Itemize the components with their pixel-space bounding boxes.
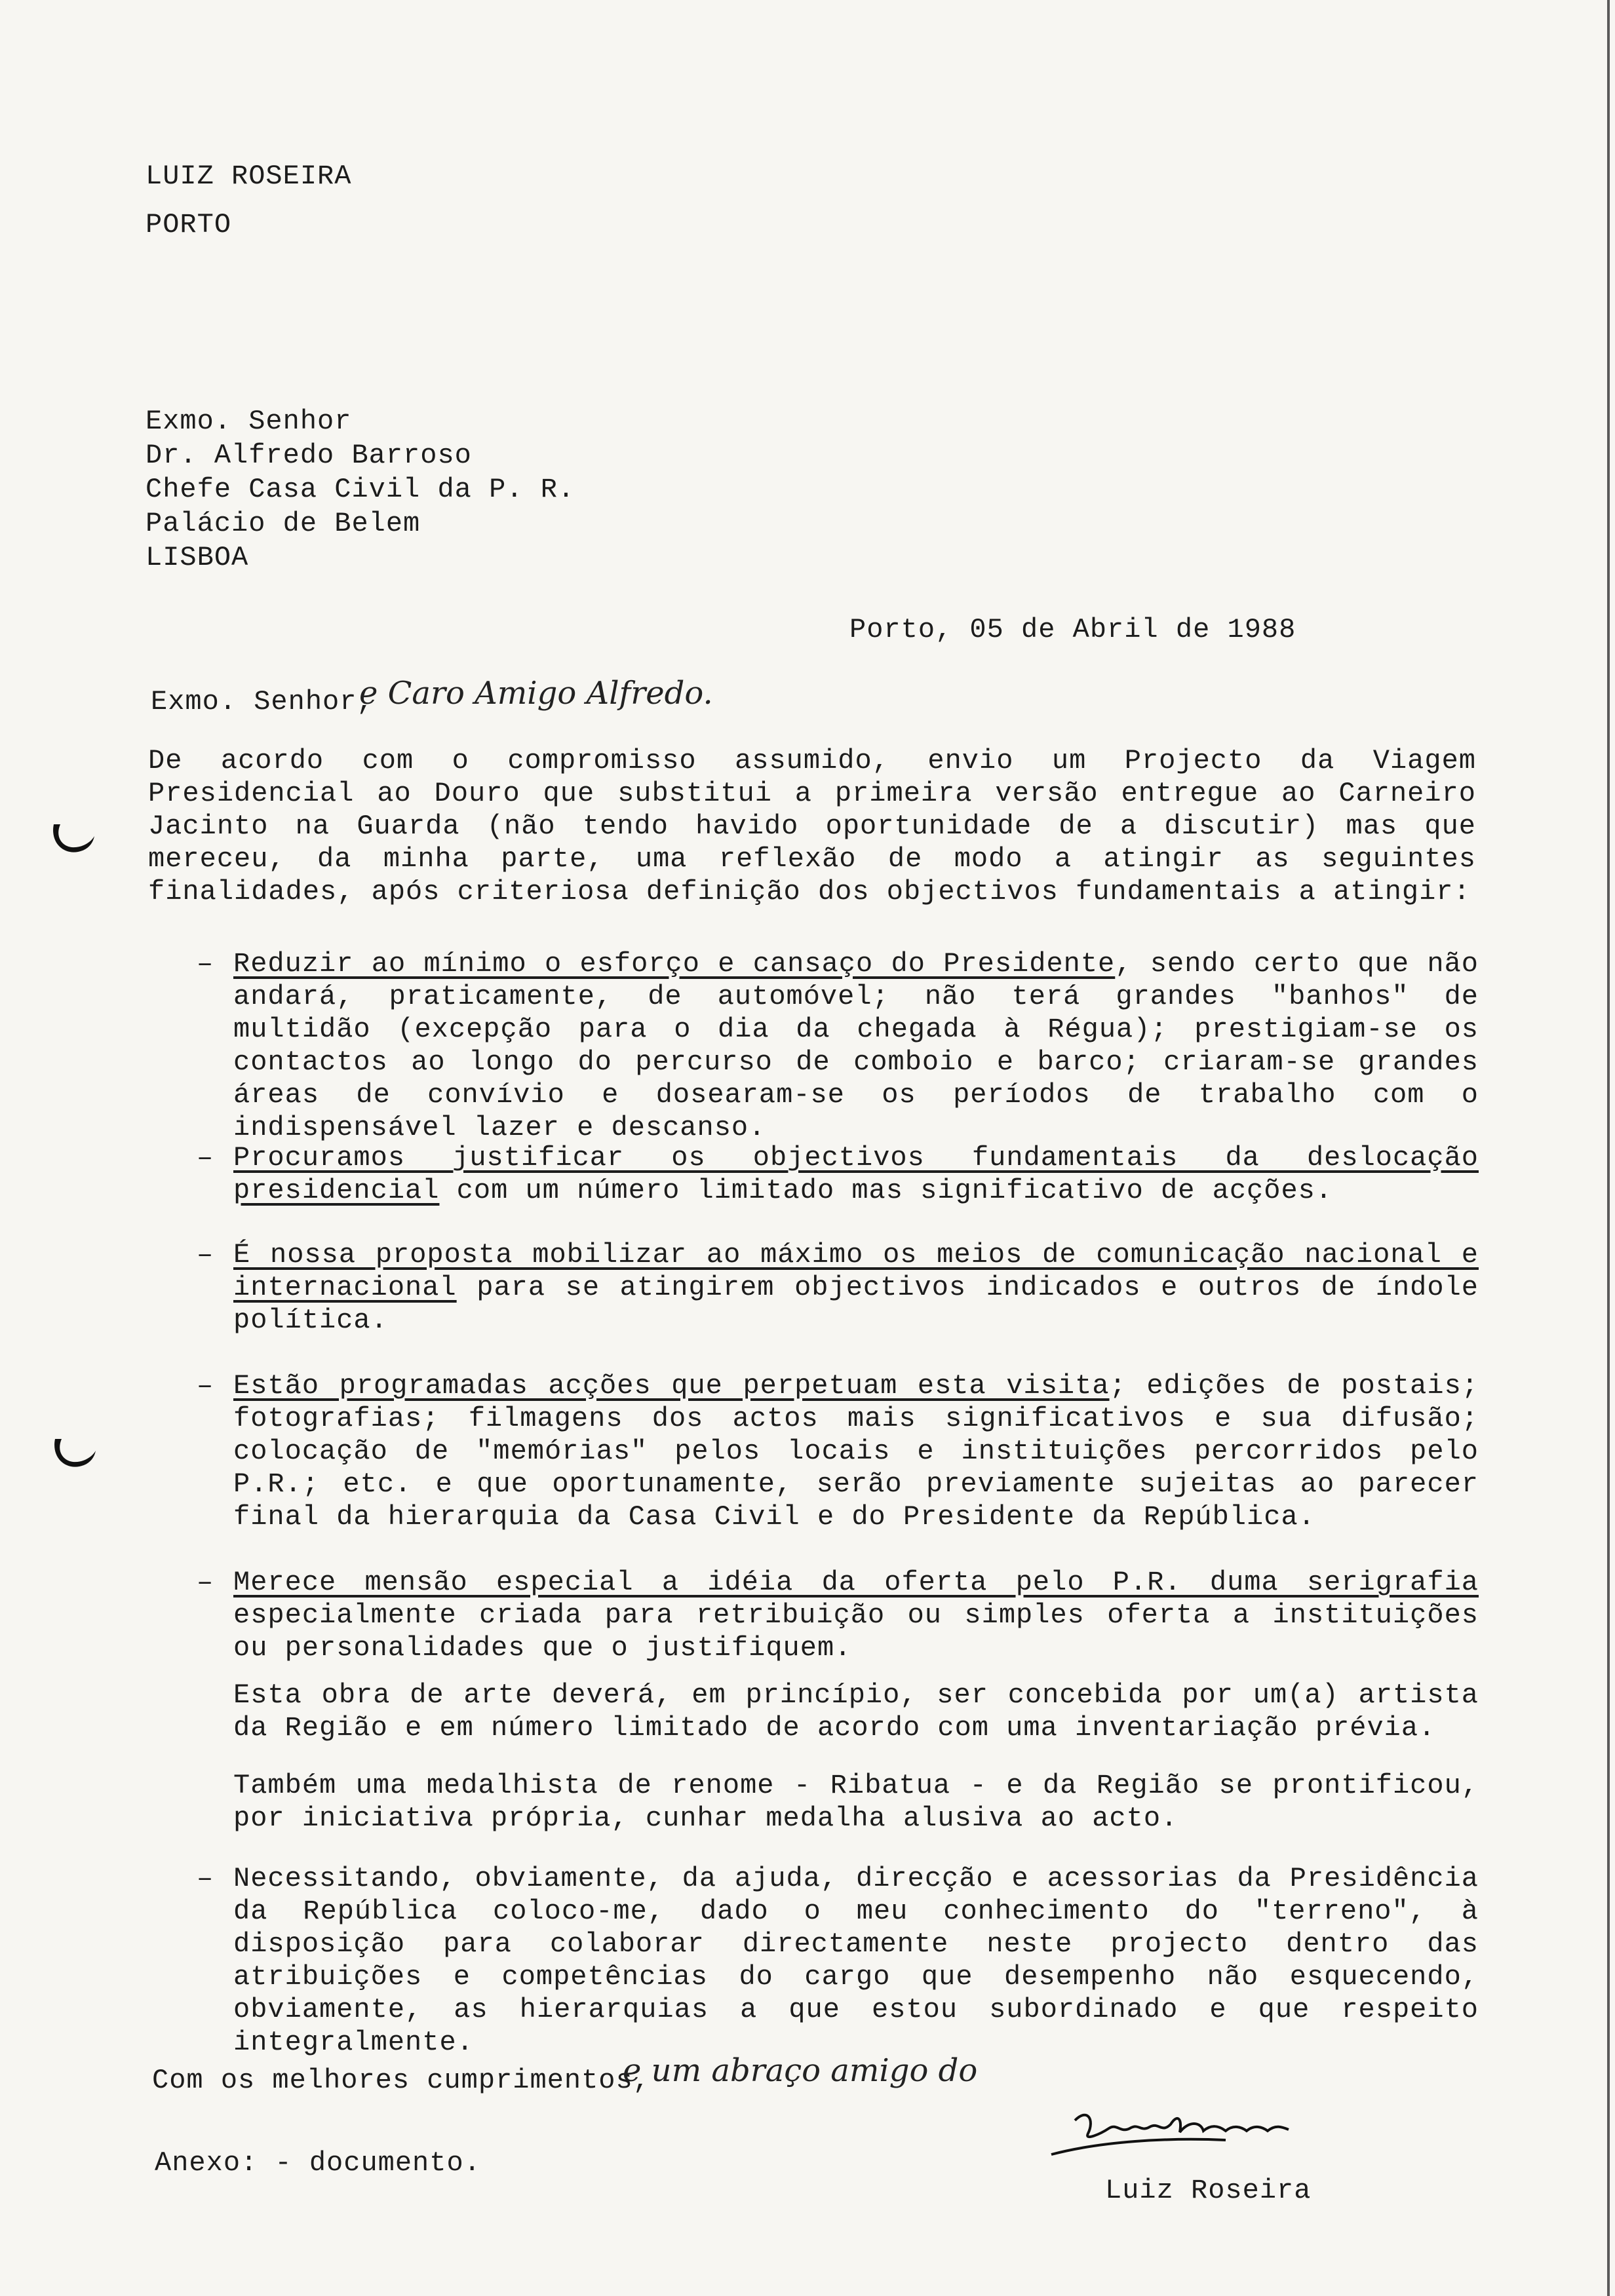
salutation: Exmo. Senhor, — [151, 686, 374, 718]
recipient-line: Exmo. Senhor — [146, 406, 352, 437]
list-item — [233, 1369, 1479, 1533]
item-lead: Estão programadas acções que perpetuam esta visita — [233, 1370, 1110, 1402]
bullet-dash: – — [197, 1370, 214, 1402]
sub-paragraph: Esta obra de arte deverá, em princípio, ser concebida por um(a) artista da Região e em número limitado de acordo com uma inventariação prévia. — [233, 1679, 1479, 1744]
scan-edge-line — [1607, 0, 1610, 2296]
closing-handwritten: e um abraço amigo do — [623, 2052, 978, 2089]
handwritten-signature — [1049, 2094, 1324, 2166]
item-text: com um número limitado mas significativo de acções. — [439, 1175, 1333, 1206]
item-lead: Reduzir ao mínimo o esforço e cansaço do Presidente — [233, 948, 1116, 980]
signature-name: Luiz Roseira — [1105, 2175, 1312, 2206]
list-item — [233, 1238, 1479, 1337]
bullet-dash: – — [197, 948, 214, 980]
item-lead: Procuramos justificar os objectivos fundamentais da deslocação presidencial — [233, 1142, 1479, 1206]
item-lead: Merece mensão especial a idéia da oferta pelo P.R. duma serigrafia — [233, 1567, 1479, 1598]
sender-name: LUIZ ROSEIRA — [146, 161, 352, 192]
recipient-line: Dr. Alfredo Barroso — [146, 440, 472, 471]
list-item — [233, 947, 1479, 1144]
bullet-dash: – — [197, 1239, 214, 1271]
salutation-handwritten: e Caro Amigo Alfredo. — [359, 675, 713, 712]
list-item — [233, 1566, 1479, 1664]
list-item: Necessitando, obviamente, da ajuda, direcção e acessorias da Presidência da República coloco-me, dado o meu conhecimento do "terreno", à disposição para colaborar directamente neste projecto dentro das atribuições e competências do cargo que desempenho não esquecendo, obviamente, as hierarquias a que estou subordinado e que respeito integralmente. — [233, 1863, 1479, 2058]
attachment-note: Anexo: - documento. — [155, 2147, 481, 2179]
closing: Com os melhores cumprimentos, — [152, 2065, 650, 2096]
bullet-dash: – — [197, 1567, 214, 1598]
item-text: ; edições de postais; fotografias; filmagens dos actos mais significativos e sua difusão; colocação de "memórias" pelos locais e instituições percorridos pelo P.R.; etc. e que oportunamente, serão previamente sujeitas ao parecer final da hierarquia da Casa Civil e do Presidente da República. — [233, 1370, 1479, 1533]
letter-date: Porto, 05 de Abril de 1988 — [849, 614, 1296, 645]
sub-paragraph: Também uma medalhista de renome - Ribatua - e da Região se prontificou, por iniciativa própria, cunhar medalha alusiva ao acto. — [233, 1770, 1479, 1834]
recipient-line: LISBOA — [146, 542, 249, 573]
item-text: especialmente criada para retribuição ou simples oferta a instituições ou personalidades que o justifiquem. — [233, 1599, 1479, 1664]
intro-paragraph: De acordo com o compromisso assumido, envio um Projecto da Viagem Presidencial ao Douro que substitui a primeira versão entregue ao Carneiro Jacinto na Guarda (não tendo havido oportunidade de a discutir) mas que mereceu, da minha parte, uma reflexão de modo a atingir as seguintes finalidades, após criteriosa definição dos objectivos fundamentais a atingir: — [148, 745, 1476, 908]
bullet-dash: – — [197, 1142, 214, 1174]
item-text: para se atingirem objectivos indicados e outros de índole política. — [233, 1272, 1479, 1336]
bullet-dash: – — [197, 1863, 214, 1894]
punch-hole-mark — [47, 1427, 100, 1480]
item-lead: É nossa proposta mobilizar ao máximo os meios de comunicação nacional e internacional — [233, 1239, 1479, 1303]
recipient-line: Palácio de Belem — [146, 508, 421, 539]
list-item — [233, 1141, 1479, 1207]
punch-hole-mark — [46, 813, 98, 865]
sender-city: PORTO — [146, 209, 232, 240]
recipient-line: Chefe Casa Civil da P. R. — [146, 474, 575, 505]
item-text: , sendo certo que não andará, praticamente, de automóvel; não terá grandes "banhos" de multidão (excepção para o dia da chegada à Régua); prestigiam-se os contactos ao longo do percurso de comboio e barco; criaram-se grandes áreas de convívio e dosearam-se os períodos de trabalho com o indispensável lazer e descanso. — [233, 948, 1479, 1143]
